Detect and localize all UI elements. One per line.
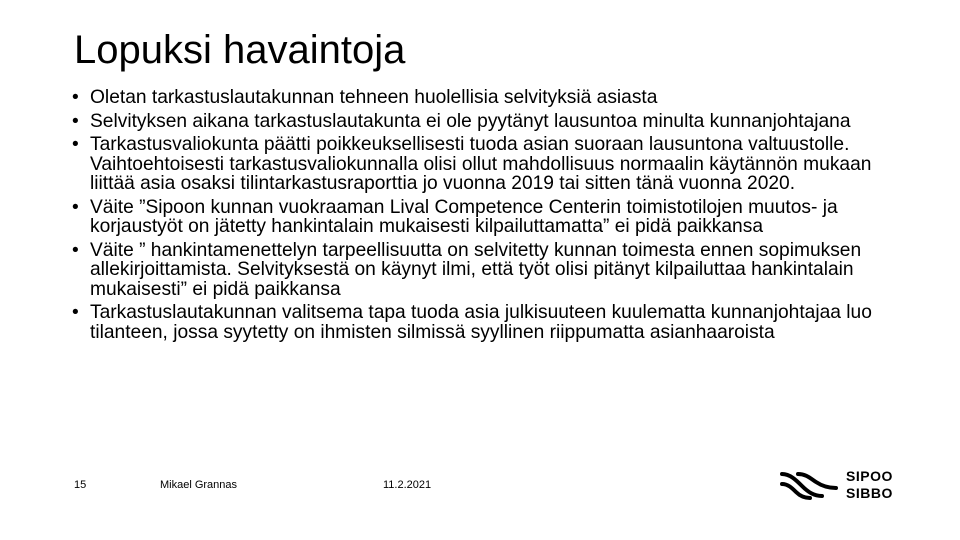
- bullet-item: • Oletan tarkastuslautakunnan tehneen huolellisia selvityksiä asiasta: [72, 88, 892, 108]
- bullet-item: • Tarkastusvaliokunta päätti poikkeuksellisesti tuoda asian suoraan lausuntona valtuustolle. Vaihtoehtoisesti tarkastusvaliokunnalla olisi ollut mahdollisuus normaalin käytännön mukaan liittää asia osaksi tilintarkastusraporttia jo vuonna 2019 tai sitten tänä vuonna 2020.: [72, 135, 892, 194]
- logo-line-2: SIBBO: [846, 485, 893, 501]
- logo-line-1: SIPOO: [846, 468, 893, 484]
- slide-title: Lopuksi havaintoja: [74, 28, 406, 72]
- logo-text: [846, 468, 893, 502]
- sipoo-sibbo-logo: [780, 466, 900, 506]
- footer-date: 11.2.2021: [383, 479, 432, 491]
- slide-number: 15: [74, 479, 87, 491]
- bullet-item: • Väite ”Sipoon kunnan vuokraaman Lival Competence Centerin toimistotilojen muutos- ja korjaustyöt on jätetty hankintalain mukaisesti kilpailuttamatta” ei pidä paikkansa: [72, 198, 892, 237]
- bullet-list: [72, 88, 892, 346]
- bullet-item: • Selvityksen aikana tarkastuslautakunta ei ole pyytänyt lausuntoa minulta kunnanjohtajana: [72, 112, 892, 132]
- bullet-item: • Tarkastuslautakunnan valitsema tapa tuoda asia julkisuuteen kuulematta kunnanjohtajaa luo tilanteen, jossa syytetty on ihmisten silmissä syyllinen riippumatta asianhaaroista: [72, 303, 892, 342]
- footer-author: Mikael Grannas: [160, 479, 238, 491]
- bullet-item: • Väite ” hankintamenettelyn tarpeellisuutta on selvitetty kunnan toimesta ennen sopimuksen allekirjoittamista. Selvityksestä on käynyt ilmi, että työt olisi pitänyt kilpailuttaa hankintalain mukaisesti” ei pidä paikkansa: [72, 241, 892, 300]
- logo-wave-icon: [780, 470, 838, 502]
